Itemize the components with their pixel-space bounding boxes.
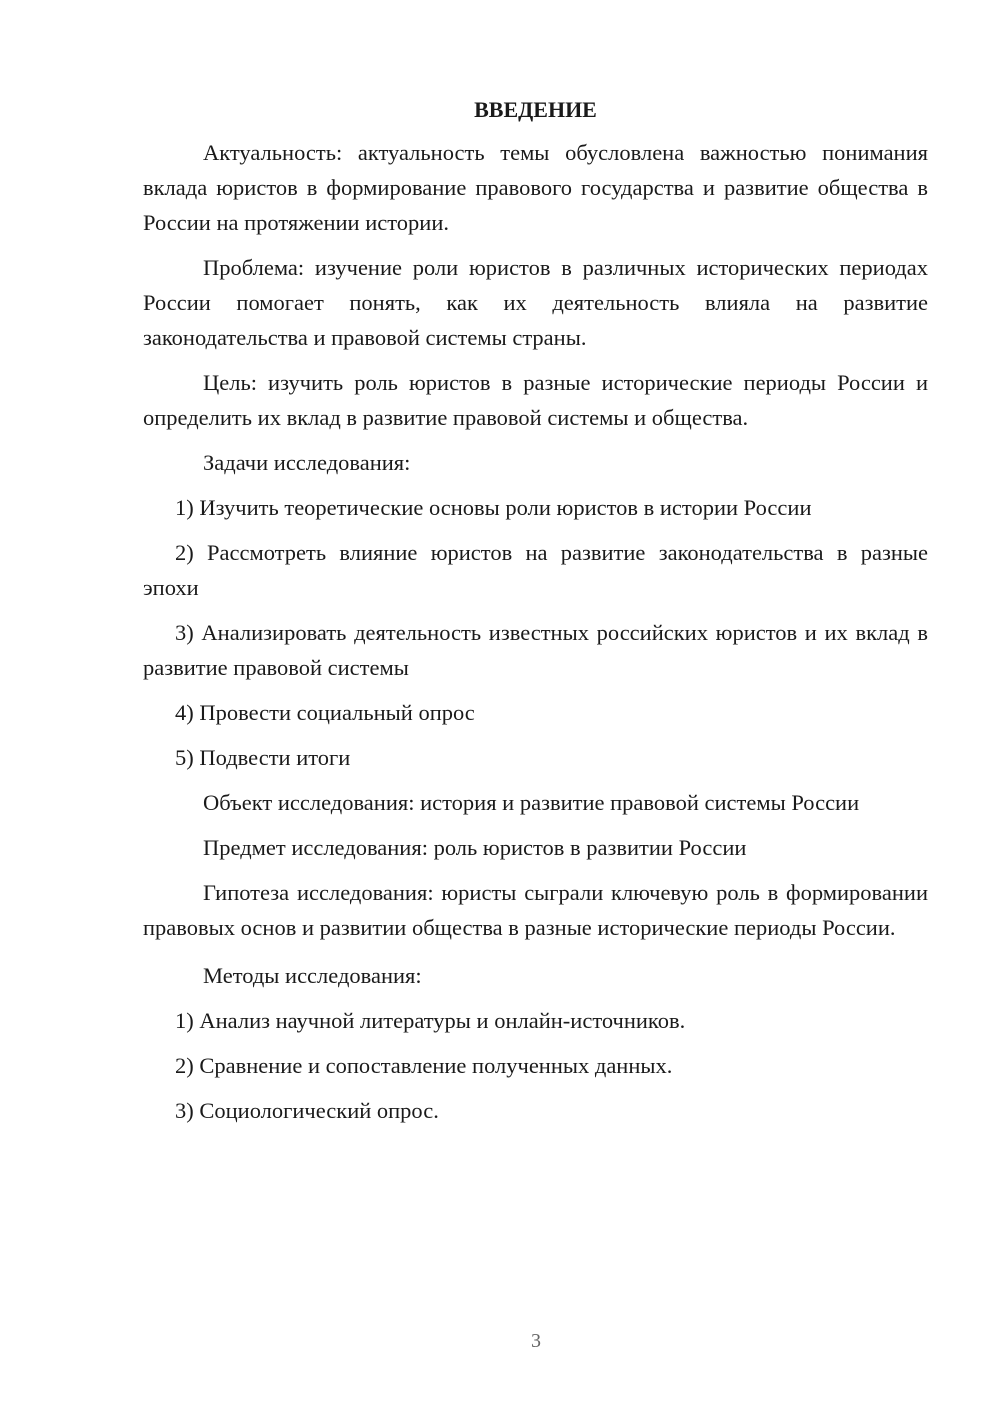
task-item: 1) Изучить теоретические основы роли юристов в истории России (175, 495, 812, 520)
tasks-heading: Задачи исследования: (203, 450, 411, 475)
goal-paragraph: Цель: изучить роль юристов в разные исторические периоды России и определить их вклад в развитие правовой системы и общества. (143, 370, 928, 430)
task-item: 5) Подвести итоги (175, 745, 351, 770)
document-body (143, 92, 928, 1138)
section-title: ВВЕДЕНИЕ (474, 97, 597, 122)
task-item: 4) Провести социальный опрос (175, 700, 475, 725)
problem-paragraph: Проблема: изучение роли юристов в различных исторических периодах России помогает понять, как их деятельность влияла на развитие законодательства и правовой системы страны. (143, 255, 928, 350)
method-item: 3) Социологический опрос. (175, 1098, 439, 1123)
page-number: 3 (531, 1330, 541, 1352)
subject-paragraph: Предмет исследования: роль юристов в развитии России (203, 835, 747, 860)
relevance-paragraph: Актуальность: актуальность темы обусловлена важностью понимания вклада юристов в формирование правового государства и развитие общества в России на протяжении истории. (143, 140, 928, 235)
task-item: 2) Рассмотреть влияние юристов на развитие законодательства в разные эпохи (143, 540, 928, 600)
task-item: 3) Анализировать деятельность известных российских юристов и их вклад в развитие правовой системы (143, 620, 928, 680)
method-item: 1) Анализ научной литературы и онлайн-источников. (175, 1008, 686, 1033)
methods-heading: Методы исследования: (203, 963, 422, 988)
object-paragraph: Объект исследования: история и развитие правовой системы России (203, 790, 860, 815)
hypothesis-paragraph: Гипотеза исследования: юристы сыграли ключевую роль в формировании правовых основ и развитии общества в разные исторические периоды России. (143, 880, 928, 940)
method-item: 2) Сравнение и сопоставление полученных данных. (175, 1053, 673, 1078)
